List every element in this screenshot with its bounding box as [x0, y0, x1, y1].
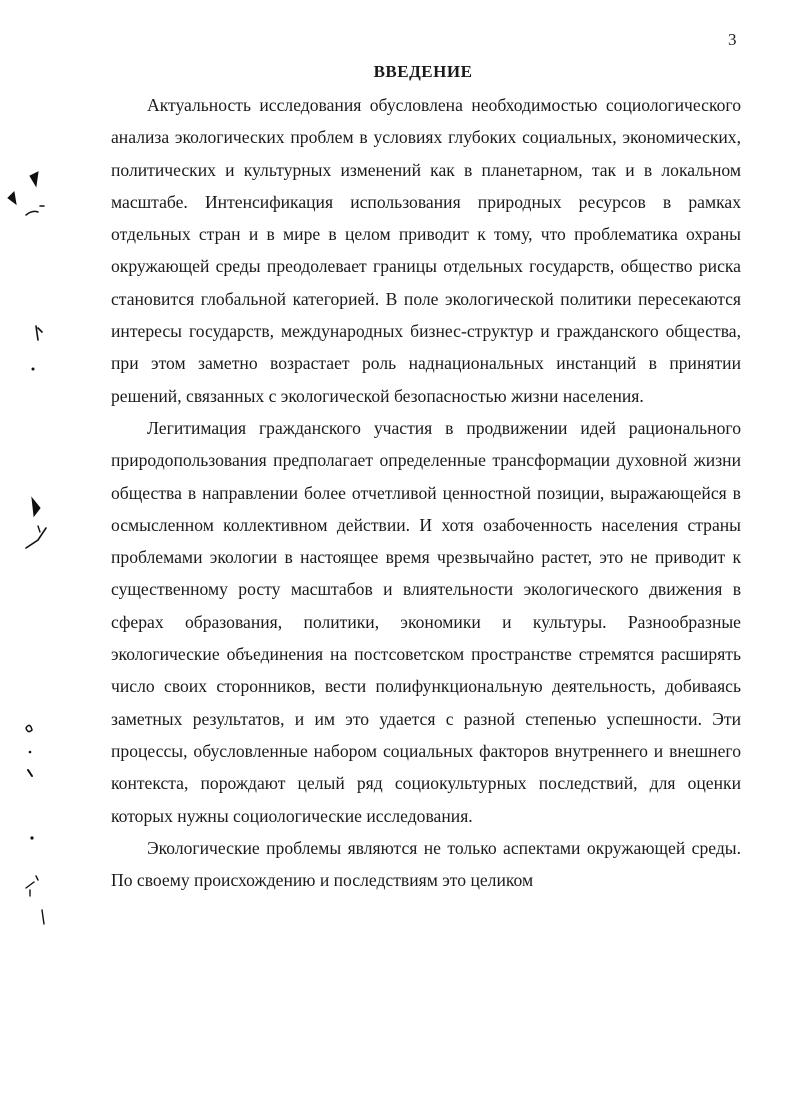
scan-mark: [38, 526, 40, 532]
paragraph-3: Экологические проблемы являются не только аспектами окружающей среды. По своему происхождению и последствиям это целиком: [111, 837, 741, 891]
paragraph-1: Актуальность исследования обусловлена необходимостью социологического анализа экологических проблем в условиях глубоких социальных, экономических, политических и культурных изменений как в планетарном, так и в локальном масштабе. Интенсификация использования природных ресурсов в рамках отдельных стран и в мире в целом приводит к тому, что проблематика охраны окружающей среды преодолевает границы отдельных государств, общество риска становится глобальной категорией. В поле экологической политики пересекаются интересы государств, международных бизнес-структур и гражданского общества, при этом заметно возрастает роль наднациональных инстанций в принятии решений, связанных с экологической безопасностью жизни населения.: [111, 95, 741, 406]
scan-mark: [29, 751, 32, 754]
scan-mark: [30, 836, 33, 839]
page-number: 3: [728, 30, 737, 49]
scan-mark: [32, 498, 40, 516]
page-title: ВВЕДЕНИЕ: [373, 62, 473, 81]
scan-mark: [26, 876, 38, 896]
scan-mark: [26, 211, 38, 215]
scan-mark: [32, 368, 35, 371]
scan-mark: [30, 172, 38, 186]
scan-margin-marks: [0, 0, 70, 1107]
paragraph-2: Легитимация гражданского участия в продвижении идей рационального природопользования предполагает определенные трансформации духовной жизни общества в направлении более отчетливой ценностной позиции, выражающейся в осмысленном коллективном действии. И хотя озабоченность населения страны проблемами экологии в настоящее время чрезвычайно растет, это не приводит к существенному росту масштабов и влиятельности экологического движения в сферах образования, политики, экономики и культуры. Разнообразные экологические объединения на постсоветском пространстве стремятся расширять число своих сторонников, вести полифункциональную деятельность, добиваясь заметных результатов, и им это удается с разной степенью успешности. Эти процессы, обусловленные набором социальных факторов внутреннего и внешнего контекста, порождают целый ряд социокультурных последствий, для оценки которых нужны социологические исследования.: [111, 417, 741, 826]
scan-mark: [42, 910, 44, 924]
scan-mark: [26, 528, 46, 548]
document-body: [111, 89, 741, 896]
scan-mark: [28, 770, 32, 776]
scan-mark: [26, 725, 32, 731]
scan-mark: [8, 192, 16, 204]
scan-mark: [36, 326, 42, 340]
